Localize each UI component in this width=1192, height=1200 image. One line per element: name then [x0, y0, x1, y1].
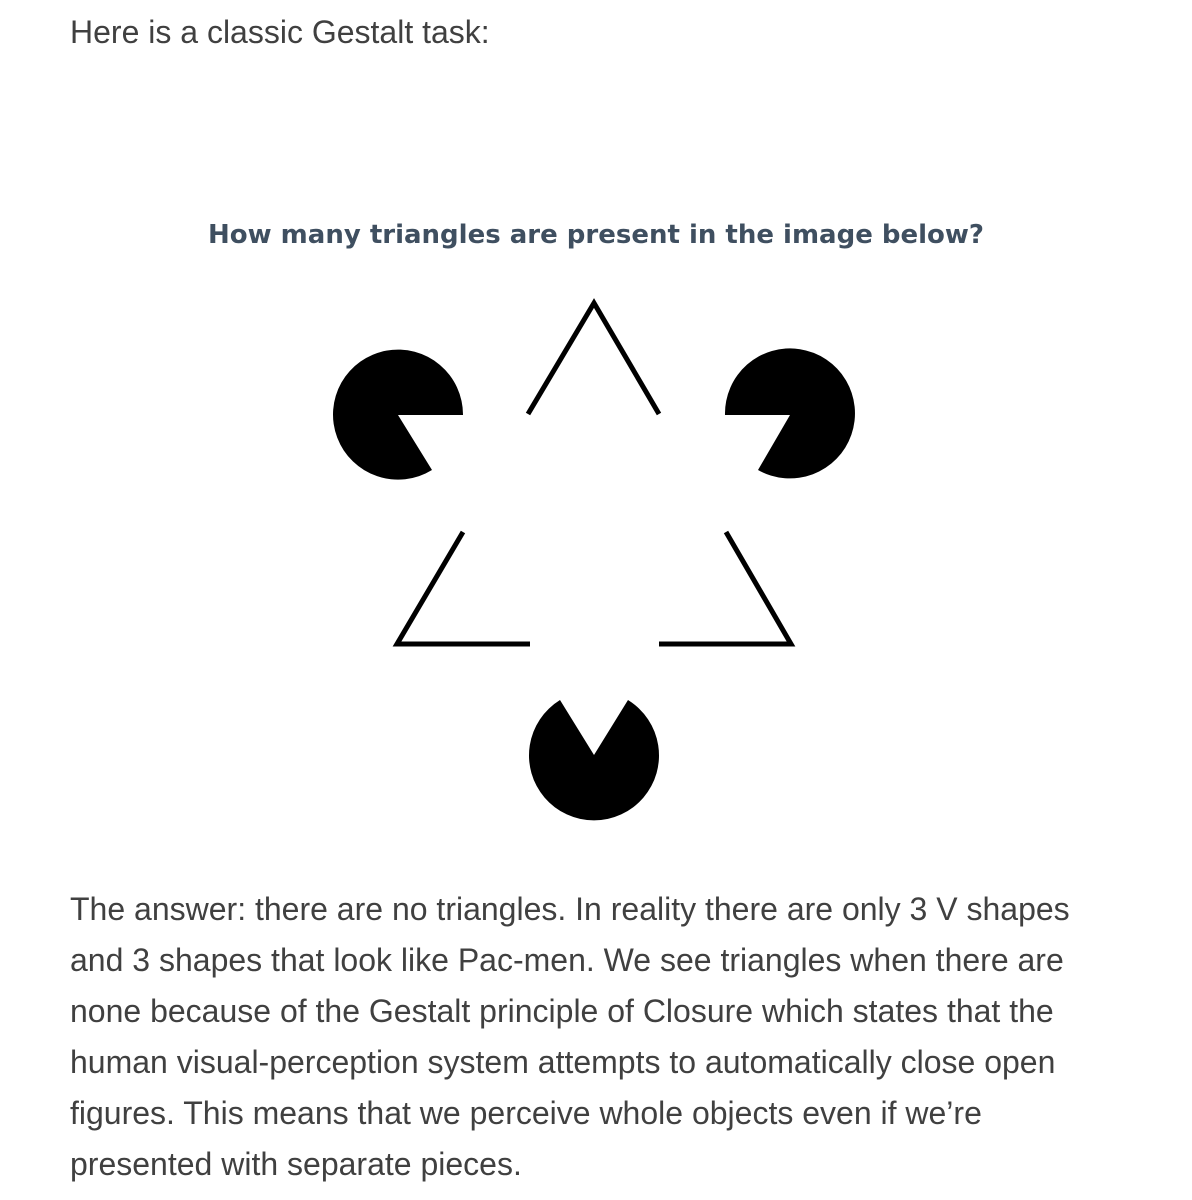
v-shape-bottom-left [397, 532, 530, 644]
answer-line: presented with separate pieces. [70, 1146, 522, 1182]
answer-line: The answer: there are no triangles. In reality there are only 3 V shapes [70, 891, 1070, 927]
pacman-top-left [333, 350, 463, 480]
answer-line: figures. This means that we perceive whole objects even if we’re [70, 1095, 982, 1131]
v-shape-bottom-right [659, 532, 791, 644]
intro-text: Here is a classic Gestalt task: [70, 14, 490, 50]
answer-line: and 3 shapes that look like Pac-men. We see triangles when there are [70, 942, 1064, 978]
v-shape-top [528, 303, 659, 414]
answer-line: human visual-perception system attempts to automatically close open [70, 1044, 1056, 1080]
kanizsa-triangle-illustration [0, 280, 1192, 840]
figure-question: How many triangles are present in the image below? [207, 220, 985, 250]
answer-line: none because of the Gestalt principle of Closure which states that the [70, 993, 1054, 1029]
pacman-top-right [725, 348, 855, 478]
answer-paragraph [70, 884, 1130, 1190]
pacman-bottom [529, 700, 659, 820]
